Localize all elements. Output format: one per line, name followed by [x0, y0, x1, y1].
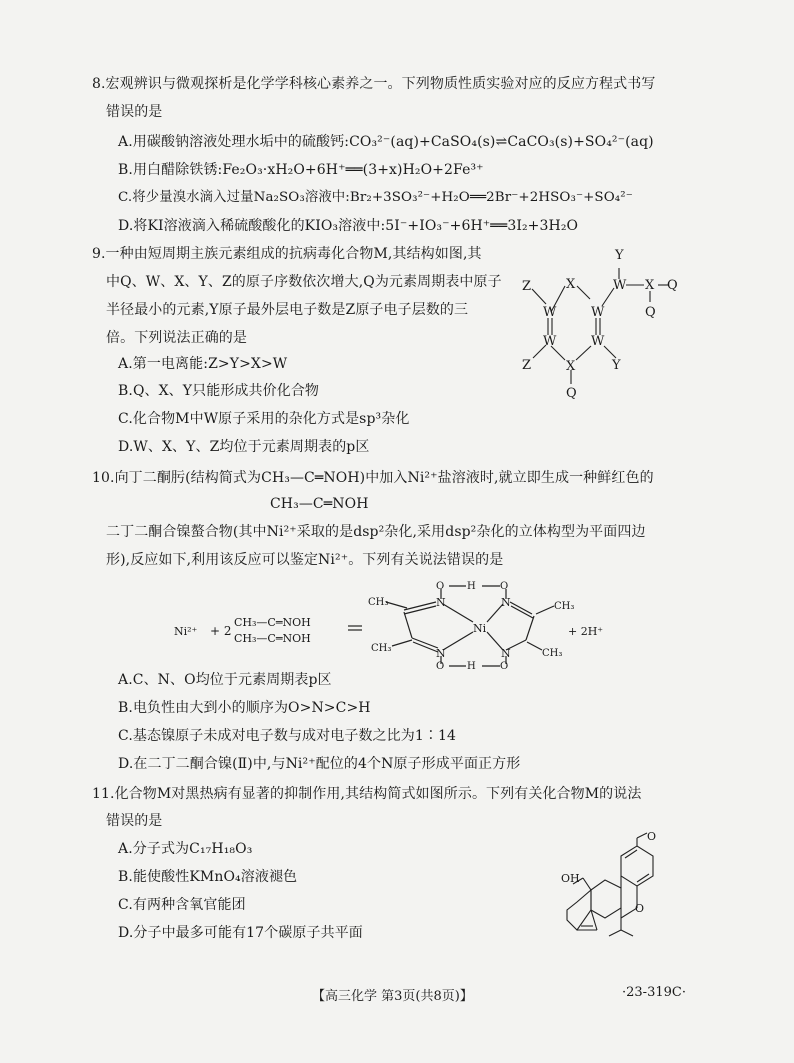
q8-stem: 8.宏观辨识与微观探析是化学学科核心素养之一。下列物质性质实验对应的反应方程式书写 [92, 76, 656, 92]
q9-stem-2: 中Q、W、X、Y、Z的原子序数依次增大,Q为元素周期表中原子 [106, 274, 502, 290]
q10-reactant-line1: CH₃—C═NOH [234, 616, 311, 629]
q10-option-d: D.在二丁二酮合镍(Ⅱ)中,与Ni²⁺配位的4个N原子形成平面正方形 [118, 756, 521, 772]
q9-atom-y-bottom: Y [612, 358, 621, 373]
q10-ch3-1: CH₃ [368, 597, 389, 608]
q10-o-2: O [500, 581, 509, 592]
q10-product-h: + 2H⁺ [568, 625, 604, 638]
q10-ch3-4: CH₃ [542, 648, 563, 659]
q11-o-methoxy: O [647, 832, 657, 843]
q9-option-b: B.Q、X、Y只能形成共价化合物 [118, 383, 320, 399]
q9-atom-q-right: Q [667, 278, 678, 293]
q9-option-d: D.W、X、Y、Z均位于元素周期表的p区 [118, 439, 370, 455]
q11-o-ring: O [635, 902, 645, 915]
q9-stem-3: 半径最小的元素,Y原子最外层电子数是Z原子电子层数的三 [106, 302, 469, 318]
q10-h-1: H [467, 581, 476, 592]
q9-stem-1: 9.一种由短周期主族元素组成的抗病毒化合物M,其结构如图,其 [92, 246, 482, 262]
q9-atom-x-right: X [645, 278, 655, 293]
q10-option-b: B.电负性由大到小的顺序为O>N>C>H [118, 700, 371, 716]
q9-atom-x-bottom: X [566, 359, 576, 374]
q9-atom-y-top: Y [615, 248, 624, 263]
q9-atom-q-bottom: Q [566, 386, 577, 401]
q9-atom-q-branch: Q [645, 305, 656, 320]
q10-ni-center: Ni [473, 622, 487, 635]
q10-n-1: N [436, 596, 446, 609]
q10-n-2: N [501, 596, 511, 609]
q10-stem-1: 10.向丁二酮肟(结构简式为CH₃—C═NOH)中加入Ni²⁺盐溶液时,就立即生成一种鲜红色的 [92, 470, 654, 486]
q8-option-d: D.将KI溶液滴入稀硫酸酸化的KIO₃溶液中:5I⁻+IO₃⁻+6H⁺══3I₂+3H₂O [118, 218, 579, 234]
q9-structure-diagram [508, 242, 688, 402]
q9-atom-w-right1: W [591, 305, 605, 320]
q10-ch3-2: CH₃ [371, 643, 392, 654]
q8-option-c: C.将少量溴水滴入过量Na₂SO₃溶液中:Br₂+3SO₃²⁻+H₂O══2Br⁻+2HSO₃⁻+SO₄²⁻ [118, 190, 633, 205]
q9-atom-x-top: X [566, 277, 576, 292]
q11-option-d: D.分子中最多可能有17个碳原子共平面 [118, 925, 363, 941]
q10-option-c: C.基态镍原子未成对电子数与成对电子数之比为1∶14 [118, 728, 456, 744]
q11-option-c: C.有两种含氧官能团 [118, 897, 246, 913]
q11-oh-group: OH [561, 872, 580, 885]
q10-coefficient: + 2 [210, 624, 232, 638]
q9-option-a: A.第一电离能:Z>Y>X>W [118, 356, 288, 372]
q9-atom-w-left1: W [543, 305, 557, 320]
q11-option-b: B.能使酸性KMnO₄溶液褪色 [118, 869, 298, 885]
q10-o-4: O [500, 661, 509, 670]
q10-o-3: O [436, 661, 445, 670]
q11-structure-diagram [555, 832, 665, 947]
q11-stem-2: 错误的是 [106, 813, 163, 829]
q10-n-4: N [501, 647, 511, 660]
q10-ch3-3: CH₃ [554, 601, 575, 612]
q9-atom-z-left: Z [522, 279, 532, 294]
q8-option-b: B.用白醋除铁锈:Fe₂O₃·xH₂O+6H⁺══(3+x)H₂O+2Fe³⁺ [118, 162, 484, 178]
footer-code: ·23-319C· [622, 985, 686, 1000]
q10-structure-line-2: CH₃—C═NOH [270, 496, 369, 512]
q9-atom-w-right2: W [591, 334, 605, 349]
q10-option-a: A.C、N、O均位于元素周期表p区 [118, 672, 332, 688]
q10-reaction-diagram [170, 578, 620, 670]
q10-stem-3: 形),反应如下,利用该反应可以鉴定Ni²⁺。下列有关说法错误的是 [106, 552, 504, 568]
q9-atom-z-bottom: Z [522, 358, 532, 373]
q10-ni-ion: Ni²⁺ [174, 625, 198, 638]
q9-option-c: C.化合物M中W原子采用的杂化方式是sp³杂化 [118, 411, 410, 427]
q10-stem-2: 二丁二酮合镍螯合物(其中Ni²⁺采取的是dsp²杂化,采用dsp²杂化的立体构型为平面四边 [106, 524, 646, 540]
q10-o-1: O [436, 581, 445, 592]
q9-stem-4: 倍。下列说法正确的是 [106, 330, 247, 346]
q11-option-a: A.分子式为C₁₇H₁₈O₃ [118, 841, 253, 857]
q9-atom-w-left2: W [543, 334, 557, 349]
q11-stem-1: 11.化合物M对黑热病有显著的抑制作用,其结构简式如图所示。下列有关化合物M的说法 [92, 786, 642, 802]
q10-h-2: H [467, 661, 476, 670]
q8-option-a: A.用碳酸钠溶液处理水垢中的硫酸钙:CO₃²⁻(aq)+CaSO₄(s)⇌CaCO₃(s)+SO₄²⁻(aq) [118, 134, 654, 150]
q9-atom-w-top: W [613, 278, 627, 293]
q10-n-3: N [436, 647, 446, 660]
q10-reactant-line2: CH₃—C═NOH [234, 632, 311, 645]
q8-stem-2: 错误的是 [106, 104, 163, 120]
footer-page-info: 【高三化学 第3页(共8页)】 [312, 989, 473, 1004]
